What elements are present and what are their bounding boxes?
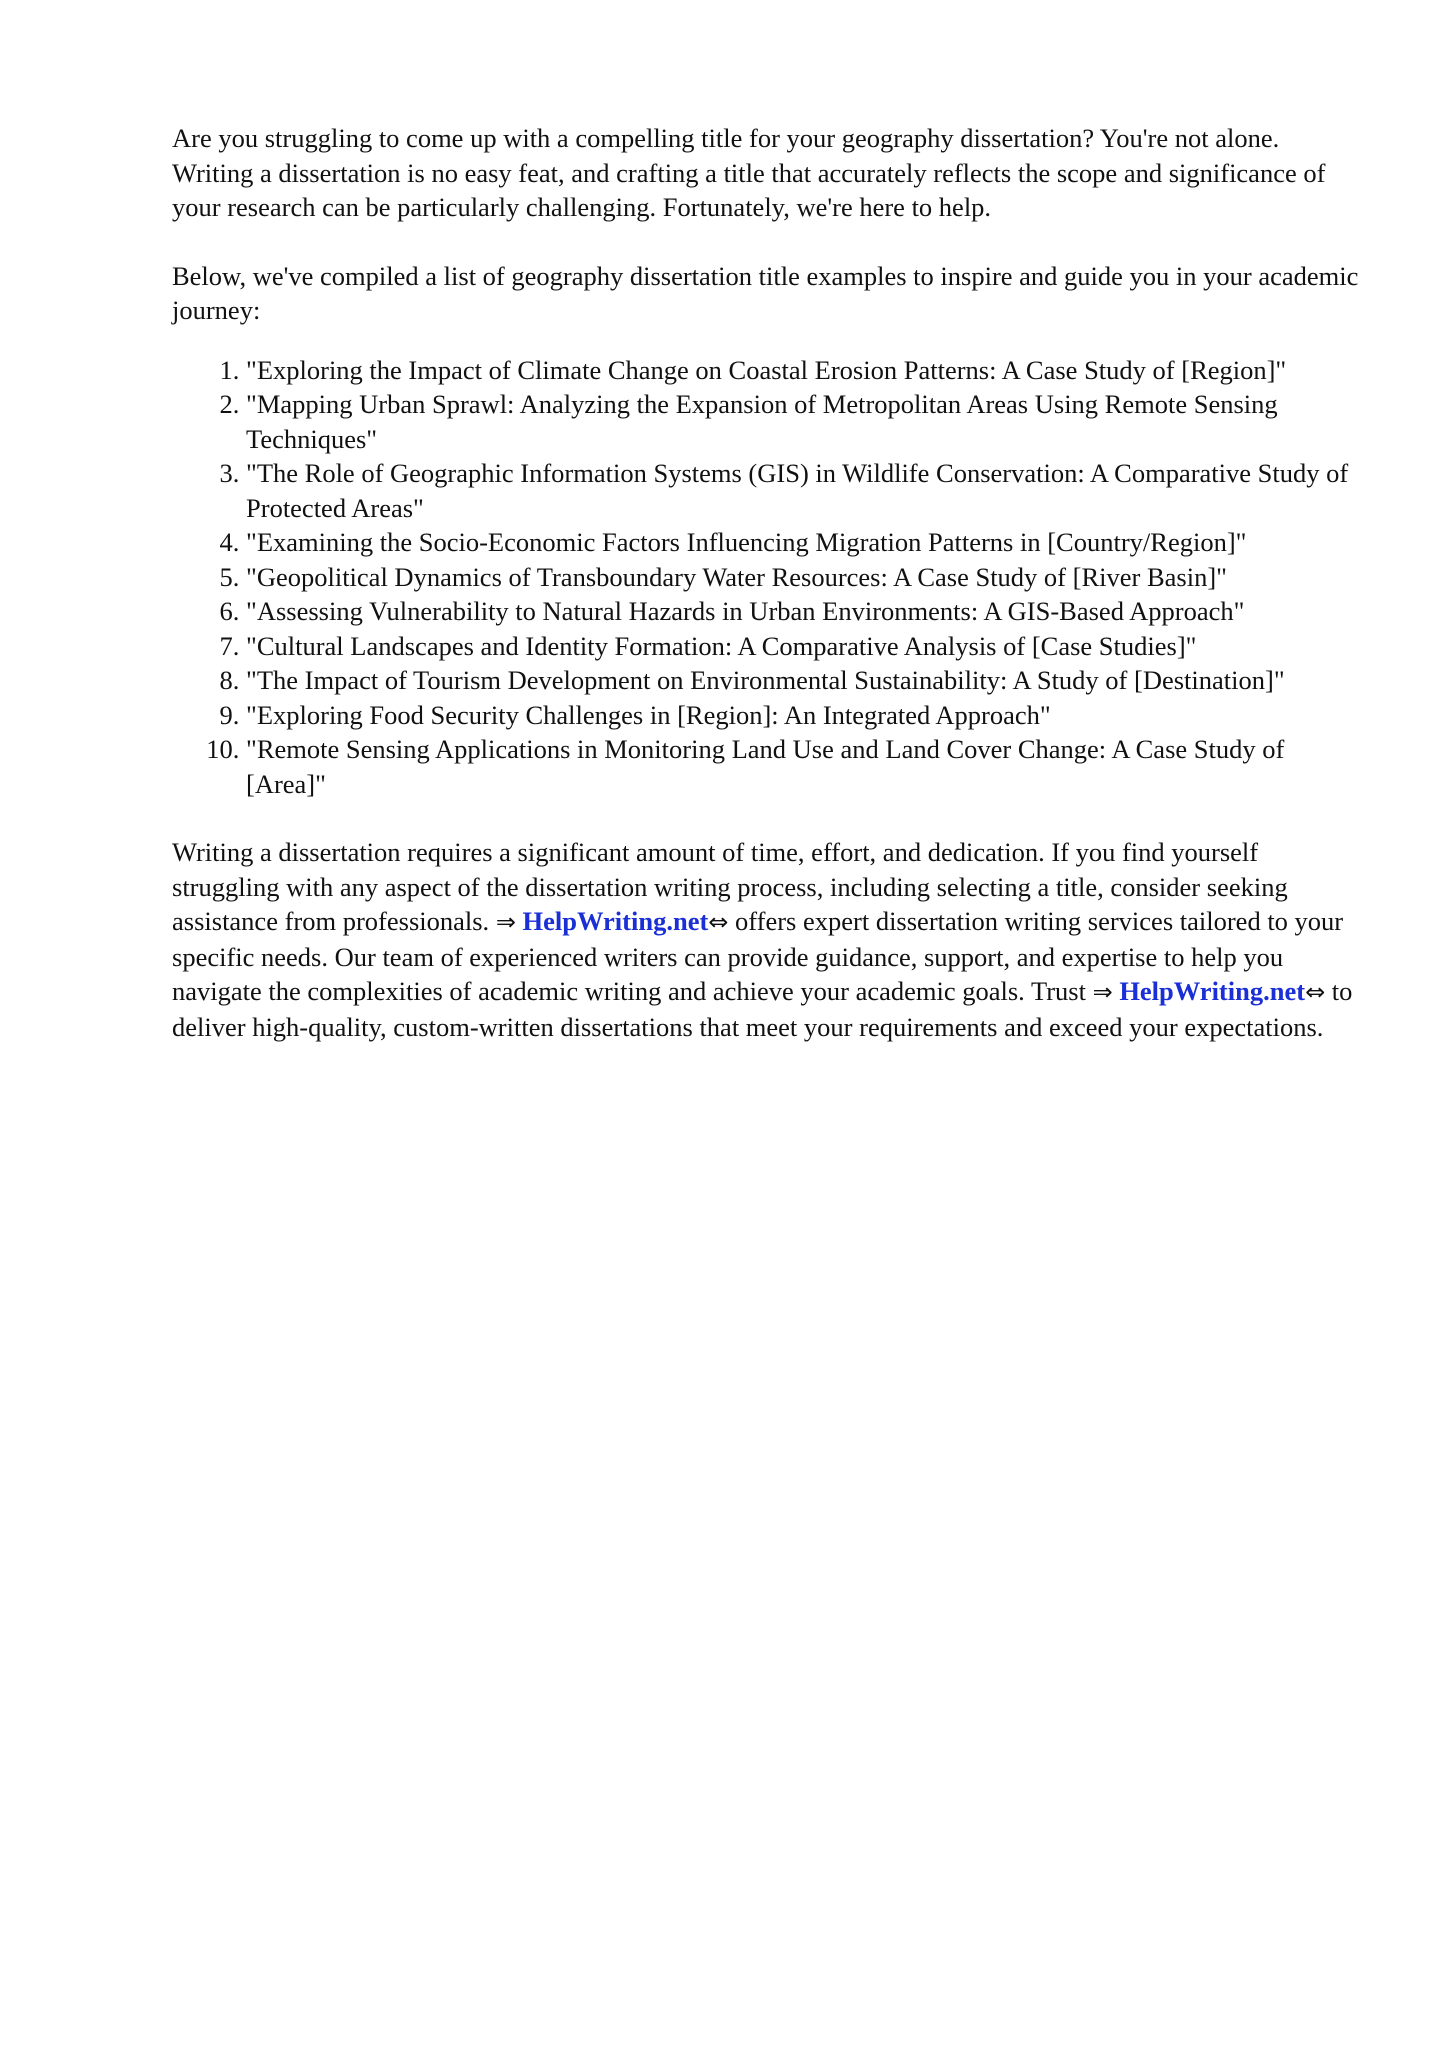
list-item: 7. "Cultural Landscapes and Identity Formation: A Comparative Analysis of [Case Studies]": [246, 629, 1362, 664]
list-item: 1. "Exploring the Impact of Climate Change on Coastal Erosion Patterns: A Case Study of [Region]": [246, 353, 1362, 388]
closing-paragraph: [172, 835, 1362, 1044]
list-item: 10. "Remote Sensing Applications in Monitoring Land Use and Land Cover Change: A Case Study of [Area]": [246, 732, 1362, 801]
closing-text-1: Writing a dissertation requires a significant amount of time, effort, and dedication. If you find yourself struggling with any aspect of the dissertation writing process, including selecting a title, consider seeking assistance from professionals.: [172, 837, 1288, 936]
list-intro-paragraph: Below, we've compiled a list of geography dissertation title examples to inspire and guide you in your academic journey:: [172, 260, 1359, 325]
closing-text-3: to deliver high-quality, custom-written dissertations that meet your requirements and exceed your expectations.: [172, 976, 1353, 1042]
title-examples-list: [172, 353, 1362, 802]
document-page: [172, 121, 1362, 1044]
list-item: 4. "Examining the Socio-Economic Factors Influencing Migration Patterns in [Country/Region]": [246, 525, 1362, 560]
helpwriting-link[interactable]: HelpWriting.net: [1119, 976, 1306, 1006]
list-item: 5. "Geopolitical Dynamics of Transboundary Water Resources: A Case Study of [River Basin]": [246, 560, 1362, 595]
list-item: 3. "The Role of Geographic Information Systems (GIS) in Wildlife Conservation: A Comparative Study of Protected Areas": [246, 456, 1362, 525]
closing-text-2: offers expert dissertation writing services tailored to your specific needs. Our team of experienced writers can provide guidance, support, and expertise to help you navigate the complexities of academic writing and achieve your academic goals. Trust: [172, 906, 1344, 1006]
list-item: 2. "Mapping Urban Sprawl: Analyzing the Expansion of Metropolitan Areas Using Remote Sensing Techniques": [246, 387, 1362, 456]
intro-paragraph: Are you struggling to come up with a compelling title for your geography dissertation? You're not alone. Writing a dissertation is no easy feat, and crafting a title that accurately reflects the scope and significance of your research can be particularly challenging. Fortunately, we're here to help.: [172, 123, 1326, 222]
double-arrow-icon: ⇔: [708, 908, 729, 936]
double-arrow-icon: ⇔: [1305, 978, 1326, 1006]
right-arrow-icon: ⇒: [495, 908, 516, 936]
list-item: 8. "The Impact of Tourism Development on Environmental Sustainability: A Study of [Destination]": [246, 663, 1362, 698]
helpwriting-link[interactable]: HelpWriting.net: [522, 906, 709, 936]
list-item: 9. "Exploring Food Security Challenges in [Region]: An Integrated Approach": [246, 698, 1362, 733]
right-arrow-icon: ⇒: [1092, 978, 1113, 1006]
list-item: 6. "Assessing Vulnerability to Natural Hazards in Urban Environments: A GIS-Based Approach": [246, 594, 1362, 629]
